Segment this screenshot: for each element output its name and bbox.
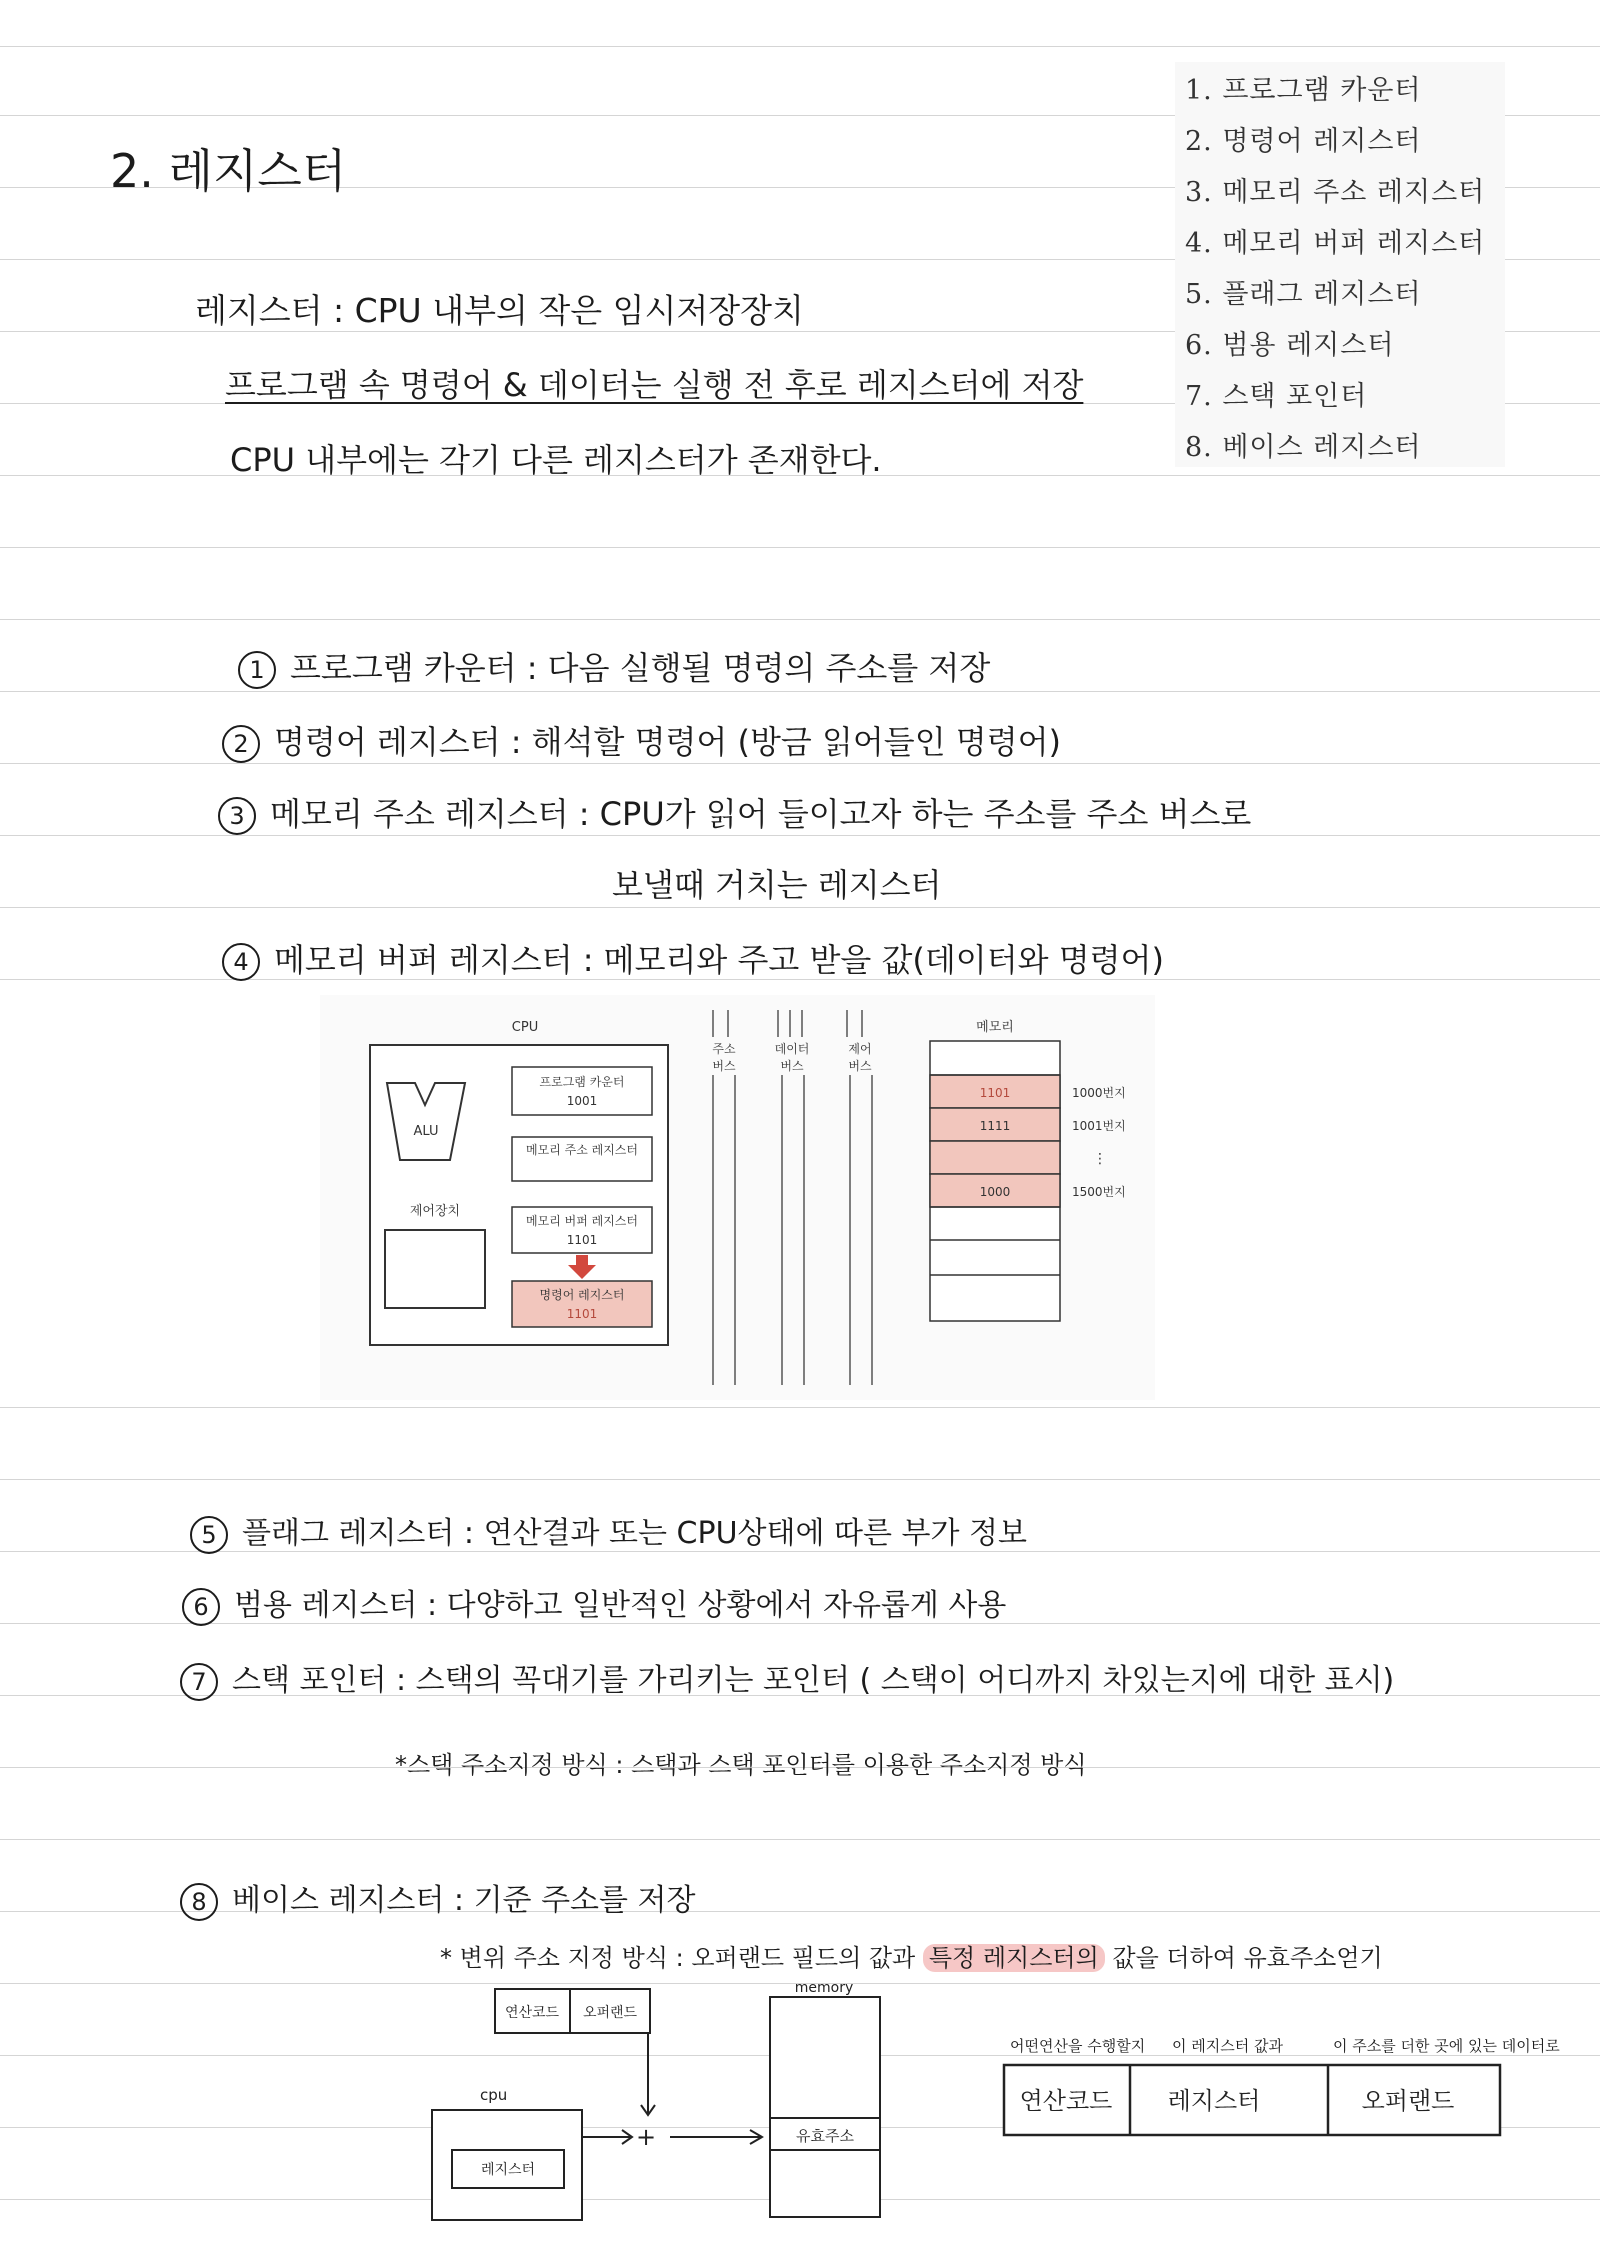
- item-number: 7: [180, 1663, 218, 1701]
- mar-box-label: 메모리 주소 레지스터: [526, 1143, 638, 1157]
- control-bus-label: 제어: [848, 1042, 872, 1056]
- intro-existence: CPU 내부에는 각기 다른 레지스터가 존재한다.: [230, 441, 882, 479]
- ir-box-label: 명령어 레지스터: [539, 1288, 625, 1302]
- item-memory-buffer-register: [222, 935, 1164, 981]
- cpu-memory-diagram: [320, 995, 1155, 1400]
- cpu-label: cpu: [480, 2086, 508, 2104]
- address-bus-label: 버스: [712, 1059, 736, 1073]
- opcode-explanation: 어떤연산을 수행할지: [1010, 2037, 1146, 2055]
- intro-definition: 레지스터 : CPU 내부의 작은 임시저장장치: [195, 291, 804, 330]
- toc-item: 6. 범용 레지스터: [1185, 330, 1395, 361]
- cpu-label: CPU: [511, 1020, 539, 1035]
- item-flag-register: [190, 1508, 1027, 1554]
- toc-item: 5. 플래그 레지스터: [1185, 279, 1422, 310]
- intro-storage: 프로그램 속 명령어 & 데이터는 실행 전 후로 레지스터에 저장: [225, 366, 1084, 404]
- register-explanation: 이 레지스터 값과: [1172, 2037, 1283, 2055]
- item-number: 8: [180, 1883, 218, 1921]
- memory-cell-value: 1111: [979, 1119, 1011, 1133]
- toc-item: 4. 메모리 버퍼 레지스터: [1185, 228, 1486, 259]
- item-number: 6: [182, 1588, 220, 1626]
- memory-box: [770, 1997, 880, 2217]
- mbr-box-label: 메모리 버퍼 레지스터: [526, 1214, 638, 1228]
- operand-field: 오퍼랜드: [1361, 2087, 1455, 2115]
- memory-label: 메모리: [976, 1020, 1014, 1035]
- address-label: 1000번지: [1072, 1086, 1126, 1100]
- item-text: 플래그 레지스터 : 연산결과 또는 CPU상태에 따른 부가 정보: [242, 1516, 1027, 1551]
- item-memory-address-register: [218, 789, 1251, 835]
- item-text: 베이스 레지스터 : 기준 주소를 저장: [232, 1883, 696, 1918]
- register-field: 레지스터: [1167, 2087, 1261, 2115]
- opcode-field: 연산코드: [1019, 2087, 1113, 2115]
- data-bus-label: 데이터: [774, 1042, 810, 1056]
- pc-box-value: 1001: [566, 1094, 598, 1108]
- control-unit-box: [385, 1230, 485, 1308]
- item-instruction-register: [222, 717, 1061, 763]
- toc-item: 8. 베이스 레지스터: [1185, 432, 1422, 463]
- item-text: 프로그램 카운터 : 다음 실행될 명령의 주소를 저장: [290, 649, 991, 687]
- highlighted-text: 특정 레지스터의: [923, 1944, 1105, 1972]
- displacement-addressing-diagram: [420, 1975, 910, 2225]
- memory-cell-value: 1000: [979, 1185, 1011, 1199]
- plus-sign: +: [635, 2123, 657, 2151]
- operand-label: 오퍼랜드: [582, 2005, 638, 2021]
- address-ellipsis: ⋮: [1093, 1151, 1107, 1167]
- displacement-addressing-note: [440, 1938, 1383, 1973]
- operand-explanation: 이 주소를 더한 곳에 있는 데이터로: [1333, 2037, 1560, 2055]
- down-arrow-icon: [576, 1255, 588, 1265]
- item-text: 메모리 버퍼 레지스터 : 메모리와 주고 받을 값(데이터와 명령어): [274, 941, 1164, 979]
- effective-address-label: 유효주소: [796, 2127, 854, 2145]
- memory-cell-highlighted: [930, 1141, 1060, 1174]
- item-number: 1: [238, 651, 276, 689]
- item-text: 범용 레지스터 : 다양하고 일반적인 상황에서 자유롭게 사용: [234, 1588, 1007, 1623]
- control-unit-label: 제어장치: [409, 1204, 461, 1219]
- mbr-box-value: 1101: [566, 1233, 598, 1247]
- item-base-register: [180, 1875, 696, 1921]
- item-number: 5: [190, 1516, 228, 1554]
- alu-label: ALU: [413, 1124, 439, 1139]
- toc-item: 2. 명령어 레지스터: [1185, 126, 1422, 157]
- memory-block: [930, 1041, 1060, 1321]
- item-text: 메모리 주소 레지스터 : CPU가 읽어 들이고자 하는 주소를 주소 버스로: [270, 795, 1252, 833]
- table-of-contents: [1175, 62, 1505, 467]
- toc-item: 1. 프로그램 카운터: [1185, 75, 1422, 106]
- memory-cell-value: 1101: [979, 1086, 1011, 1100]
- address-label: 1500번지: [1072, 1185, 1126, 1199]
- item-text: 스택 포인터 : 스택의 꼭대기를 가리키는 포인터 ( 스택이 어디까지 차있는지에 대한 표시): [232, 1663, 1395, 1698]
- item-number: 3: [218, 797, 256, 835]
- item-number: 2: [222, 725, 260, 763]
- item-program-counter: [238, 643, 990, 689]
- instruction-format-diagram: [1002, 2063, 1504, 2140]
- item-general-purpose-register: [182, 1580, 1006, 1626]
- stack-addressing-note: *스택 주소지정 방식 : 스택과 스택 포인터를 이용한 주소지정 방식: [395, 1751, 1087, 1779]
- page-title: 2. 레지스터: [110, 144, 347, 198]
- ir-box-value: 1101: [566, 1307, 598, 1321]
- address-label: 1001번지: [1072, 1119, 1126, 1133]
- memory-label: memory: [794, 1980, 854, 1996]
- toc-item: 7. 스택 포인터: [1185, 381, 1368, 412]
- control-bus-label: 버스: [848, 1059, 872, 1073]
- item-memory-address-register-cont: 보낼때 거치는 레지스터: [612, 866, 942, 904]
- opcode-label: 연산코드: [504, 2005, 560, 2021]
- note-text: 값을 더하여 유효주소얻기: [1104, 1944, 1383, 1972]
- item-stack-pointer: [180, 1655, 1394, 1701]
- item-number: 4: [222, 943, 260, 981]
- data-bus-label: 버스: [780, 1059, 804, 1073]
- toc-item: 3. 메모리 주소 레지스터: [1185, 177, 1486, 208]
- address-bus-label: 주소: [712, 1042, 736, 1056]
- pc-box-label: 프로그램 카운터: [539, 1075, 625, 1089]
- note-text: * 변위 주소 지정 방식 : 오퍼랜드 필드의 값과: [440, 1944, 923, 1972]
- item-text: 명령어 레지스터 : 해석할 명령어 (방금 읽어들인 명령어): [274, 723, 1062, 761]
- register-label: 레지스터: [480, 2162, 536, 2178]
